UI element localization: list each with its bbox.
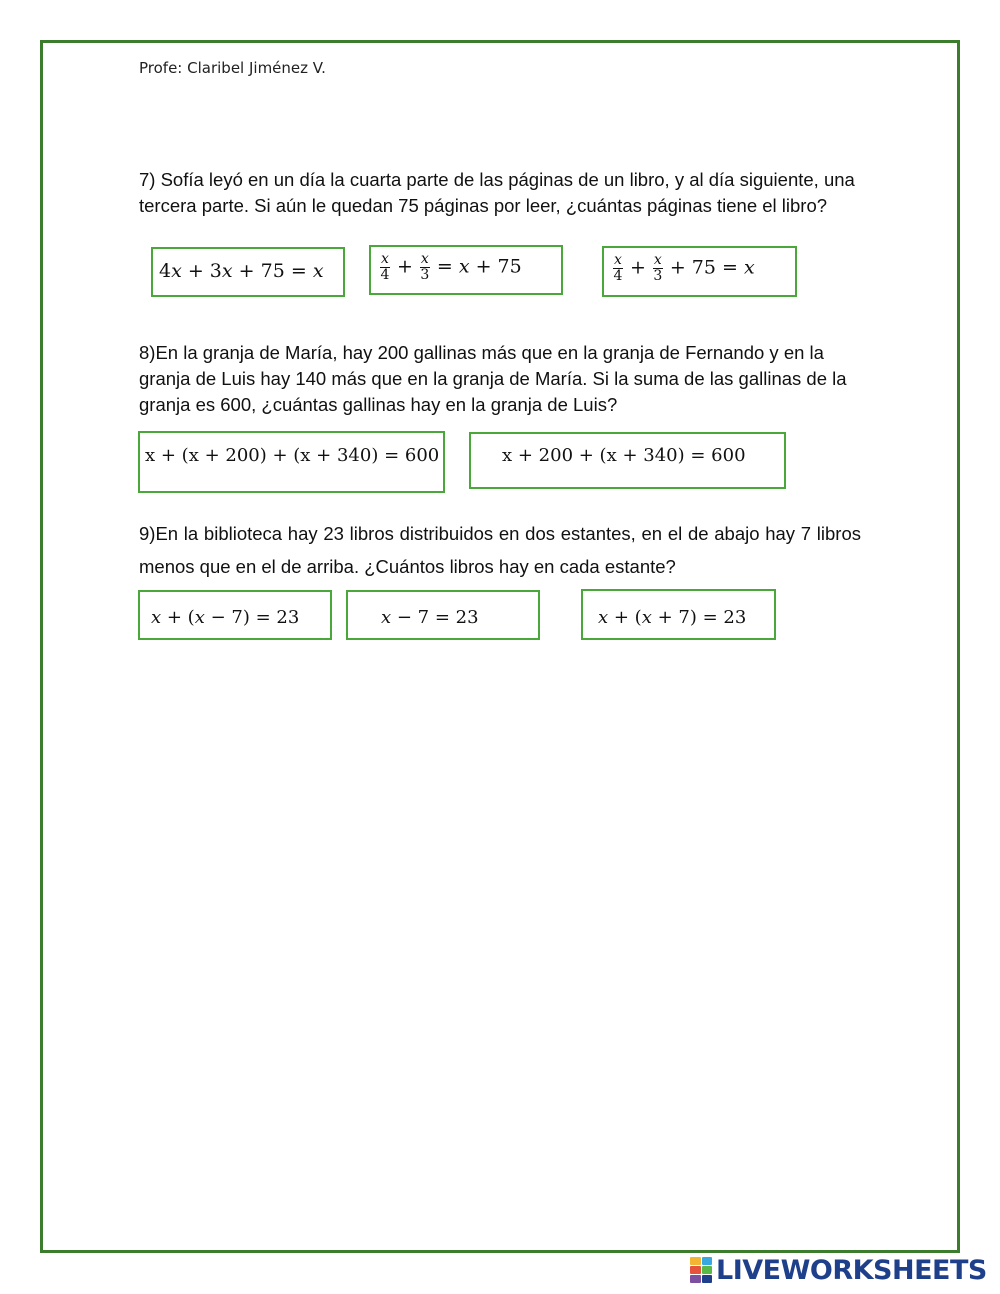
q7-option-2[interactable] <box>369 245 563 295</box>
question-8-text: 8)En la granja de María, hay 200 gallinas más que en la granja de Fernando y en la granja de Luis hay 140 más que en la granja de María. Si la suma de las gallinas de la granja es 600, ¿cuántas gallinas hay en la granja de Luis? <box>139 342 847 415</box>
q7-option-2-equation: $\frac{x}{4}$ + $\frac{x}{3}$ = x + 75 <box>380 251 522 283</box>
q9-option-3[interactable] <box>581 589 776 640</box>
q9-option-3-equation: x + (x + 7) = 23 <box>598 607 747 628</box>
q7-option-3[interactable] <box>602 246 797 297</box>
logo-text: LIVEWORKSHEETS <box>716 1254 987 1286</box>
q9-option-2[interactable] <box>346 590 540 640</box>
q8-option-1-equation: x + (x + 200) + (x + 340) = 600 <box>145 445 440 466</box>
q8-option-2[interactable] <box>469 432 786 489</box>
question-9-text: 9)En la biblioteca hay 23 libros distribuidos en dos estantes, en el de abajo hay 7 libros menos que en el de arriba. ¿Cuántos libros hay en cada estante? <box>139 523 861 577</box>
liveworksheets-logo <box>690 1253 987 1287</box>
logo-mark-icon <box>690 1257 712 1283</box>
q7-option-1-equation: 4x + 3x + 75 = x <box>159 260 324 282</box>
q9-option-2-equation: x − 7 = 23 <box>381 607 479 628</box>
q7-option-3-equation: $\frac{x}{4}$ + $\frac{x}{3}$ + 75 = x <box>613 252 755 284</box>
teacher-name: Profe: Claribel Jiménez V. <box>139 59 326 77</box>
q9-option-1-equation: x + (x − 7) = 23 <box>151 607 300 628</box>
q8-option-2-equation: x + 200 + (x + 340) = 600 <box>502 445 746 466</box>
q7-option-1[interactable] <box>151 247 345 297</box>
q9-option-1[interactable] <box>138 590 332 640</box>
q8-option-1[interactable] <box>138 431 445 493</box>
worksheet-frame <box>40 40 960 1253</box>
question-7-text: 7) Sofía leyó en un día la cuarta parte de las páginas de un libro, y al día siguiente, una tercera parte. Si aún le quedan 75 páginas por leer, ¿cuántas páginas tiene el libro? <box>139 169 855 216</box>
